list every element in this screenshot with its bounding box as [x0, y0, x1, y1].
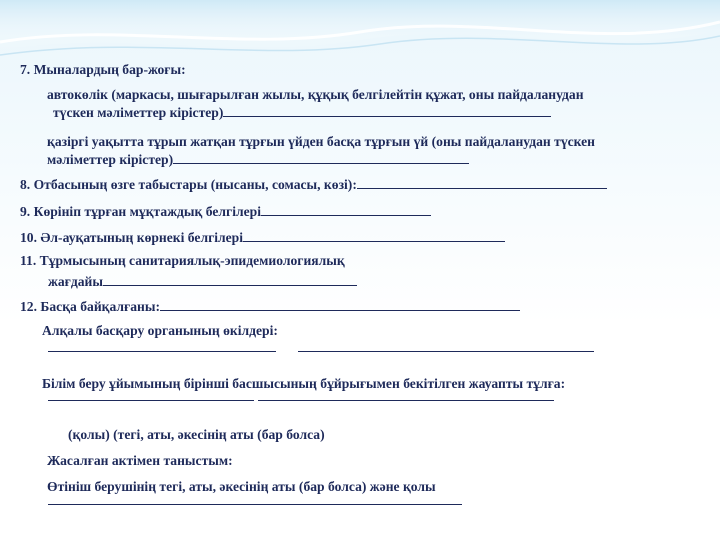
housing-line-2: [47, 151, 469, 168]
authority-signature-line-1[interactable]: [48, 351, 276, 352]
vehicle-line-2-text: түскен мәліметтер кірістер): [53, 105, 224, 120]
applicant-signature-line[interactable]: [48, 504, 462, 505]
responsible-signature-line-1[interactable]: [48, 400, 254, 401]
item-7-heading: 7. Мыналардың бар-жоғы:: [20, 62, 186, 77]
item-11-blank[interactable]: [103, 273, 357, 286]
item-8-blank[interactable]: [357, 176, 607, 189]
vehicle-line-2: [53, 104, 551, 121]
item-12-line: [20, 298, 520, 315]
vehicle-line-1: автокөлік (маркасы, шығарылған жылы, құқық белгілейтін құжат, оны пайдаланудан: [47, 87, 584, 102]
item-10-line: [20, 229, 505, 246]
applicant-label: Өтініш берушінің тегі, аты, әкесінің аты (бар болса) және қолы: [47, 479, 436, 494]
authority-representatives-label: Алқалы басқару органының өкілдері:: [42, 323, 278, 338]
item-8-label: 8. Отбасының өзге табыстары (нысаны, сомасы, көзі):: [20, 177, 357, 192]
item-10-blank[interactable]: [243, 229, 505, 242]
item-12-blank[interactable]: [160, 298, 520, 311]
item-12-label: 12. Басқа байқалғаны:: [20, 299, 160, 314]
housing-blank[interactable]: [173, 151, 469, 164]
item-10-label: 10. Әл-ауқатының көрнекі белгілері: [20, 230, 244, 245]
housing-line-1: қазіргі уақытта тұрып жатқан тұрғын үйден басқа тұрғын үй (оны пайдаланудан түскен: [47, 134, 596, 149]
item-11-line-1: 11. Тұрмысының санитариялық-эпидемиологиялық: [20, 253, 345, 268]
item-9-line: [20, 203, 431, 220]
acquainted-label: Жасалған актімен таныстым:: [47, 453, 233, 468]
signature-caption: (қолы) (тегі, аты, әкесінің аты (бар болса): [68, 427, 325, 442]
vehicle-blank[interactable]: [223, 104, 551, 117]
responsible-signature-line-2[interactable]: [258, 400, 554, 401]
item-9-label: 9. Көрініп тұрған мұқтаждық белгілері: [20, 204, 261, 219]
item-9-blank[interactable]: [261, 203, 431, 216]
responsible-person-label: Білім беру ұйымының бірінші басшысының бұйрығымен бекітілген жауапты тұлға:: [42, 376, 566, 391]
authority-signature-line-2[interactable]: [298, 351, 594, 352]
item-8-line: [20, 176, 607, 193]
item-11-label-2: жағдайы: [48, 274, 103, 289]
item-11-line-2: [48, 273, 357, 290]
housing-line-2-text: мәліметтер кірістер): [47, 152, 174, 167]
